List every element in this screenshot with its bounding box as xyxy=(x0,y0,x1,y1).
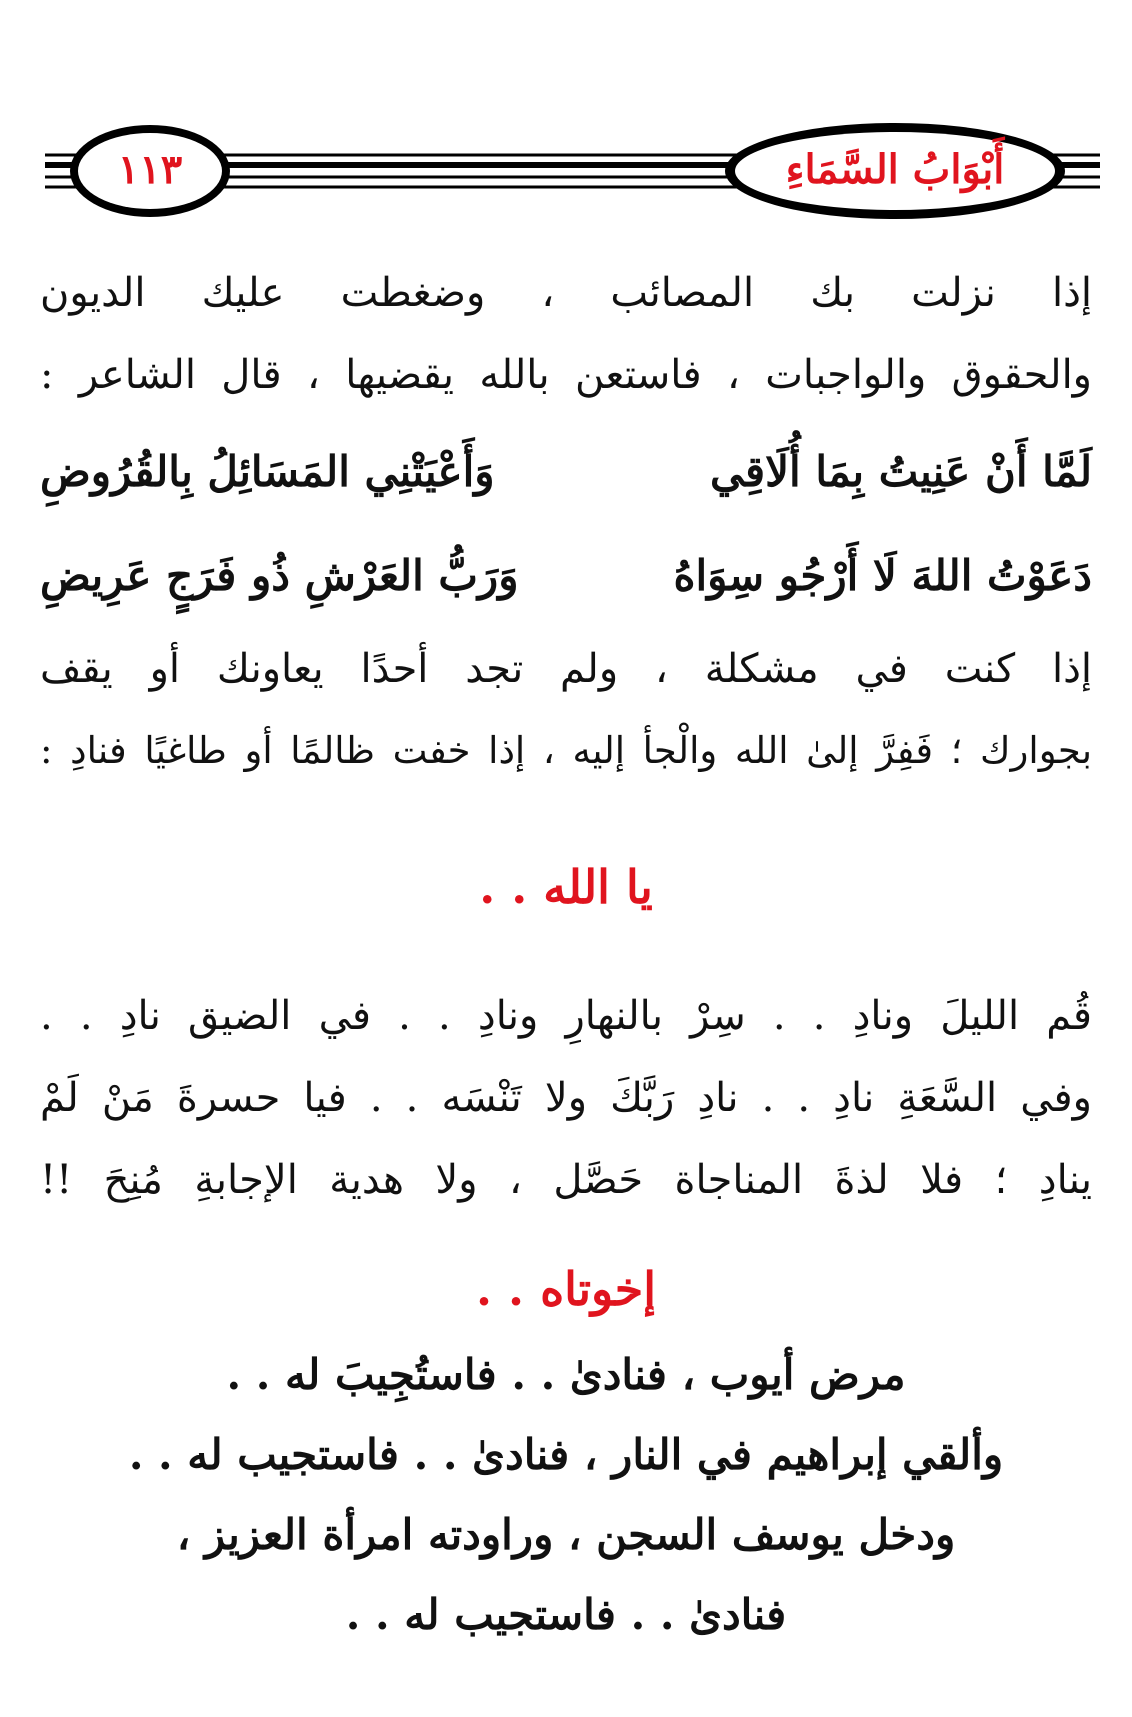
poem-verse xyxy=(40,524,1092,628)
text-line: إذا كنت في مشكلة ، ولم تجد أحدًا يعاونك أو يقف xyxy=(40,646,1092,692)
book-title: أَبْوَابُ السَّمَاءِ xyxy=(785,146,1005,193)
closing-line: مرض أيوب ، فنادىٰ . . فاستُجِيبَ له . . xyxy=(226,1350,906,1399)
page-number: ١١٣ xyxy=(117,146,183,193)
text-line: قُم الليلَ ونادِ . . سِرْ بالنهارِ ونادِ . . في الضيق نادِ . . xyxy=(40,993,1092,1039)
text-line: ينادِ ؛ فلا لذةَ المناجاة حَصَّل ، ولا هدية الإجابةِ مُنِحَ !! xyxy=(40,1157,1092,1203)
closing-line: ودخل يوسف السجن ، وراودته امرأة العزيز ، xyxy=(176,1510,956,1559)
section-heading-ikhwatah: إخوتاه . . xyxy=(476,1262,656,1316)
closing-line: وألقي إبراهيم في النار ، فنادىٰ . . فاستجيب له . . xyxy=(128,1430,1004,1479)
verse-second-hemistich: وَأَعْيَتْنِي المَسَائِلُ بِالقُرُوضِ xyxy=(40,447,495,496)
page-header xyxy=(0,115,1132,230)
text-line: بجوارك ؛ فَفِرَّ إلىٰ الله والْجأ إليه ، إذا خفت ظالمًا أو طاغيًا فنادِ : xyxy=(40,729,1092,772)
verse-first-hemistich: لَمَّا أَنْ عَنِيتُ بِمَا أُلَاقِي xyxy=(710,447,1092,496)
paragraph-2 xyxy=(40,628,1092,792)
paragraph-1 xyxy=(40,252,1092,416)
text-line: والحقوق والواجبات ، فاستعن بالله يقضيها ، قال الشاعر : xyxy=(40,352,1092,398)
text-line: وفي السَّعَةِ نادِ . . نادِ رَبَّكَ ولا تَنْسَه . . فيا حسرةَ مَنْ لَمْ xyxy=(40,1075,1092,1121)
verse-second-hemistich: وَرَبُّ العَرْشِ ذُو فَرَجٍ عَرِيضِ xyxy=(40,551,519,600)
poem-verse xyxy=(40,420,1092,524)
poem xyxy=(40,420,1092,628)
closing-line: فنادىٰ . . فاستجيب له . . xyxy=(345,1590,787,1639)
verse-first-hemistich: دَعَوْتُ اللهَ لَا أَرْجُو سِوَاهُ xyxy=(673,551,1092,600)
paragraph-3 xyxy=(40,975,1092,1221)
section-heading-ya-allah: يا الله . . xyxy=(479,860,653,914)
text-line: إذا نزلت بك المصائب ، وضغطت عليك الديون xyxy=(40,270,1092,316)
